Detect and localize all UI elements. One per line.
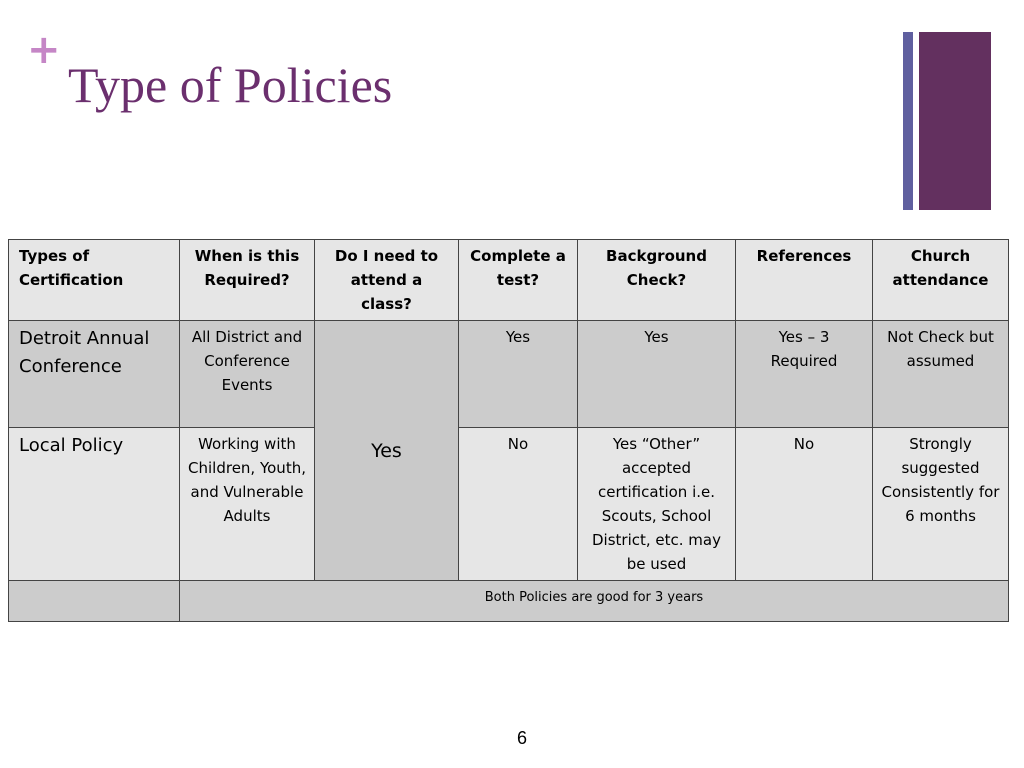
header-cell: Church attendance <box>873 240 1009 321</box>
table-cell: Yes <box>459 321 578 428</box>
table-header-row <box>9 240 1009 321</box>
table-cell: Working with Children, Youth, and Vulnerable Adults <box>180 428 315 581</box>
header-cell: Types of Certification <box>9 240 180 321</box>
table-footer-row <box>9 581 1009 622</box>
table-cell: Strongly suggested Consistently for 6 months <box>873 428 1009 581</box>
table-cell: All District and Conference Events <box>180 321 315 428</box>
table-cell: Not Check but assumed <box>873 321 1009 428</box>
header-cell: Background Check? <box>578 240 736 321</box>
header-cell: Complete a test? <box>459 240 578 321</box>
table-cell-merged: Yes <box>315 321 459 581</box>
table-cell-empty <box>9 581 180 622</box>
table-cell: Yes “Other” accepted certification i.e. Scouts, School District, etc. may be used <box>578 428 736 581</box>
header-cell: Do I need to attend a class? <box>315 240 459 321</box>
table-row <box>9 428 1009 581</box>
row-type-cell: Detroit Annual Conference <box>9 321 180 428</box>
slide-title: Type of Policies <box>68 57 393 113</box>
row-type-cell: Local Policy <box>9 428 180 581</box>
header-cell: When is this Required? <box>180 240 315 321</box>
table-cell: No <box>736 428 873 581</box>
table-cell: No <box>459 428 578 581</box>
policy-table <box>8 239 1009 622</box>
plus-icon: + <box>27 27 61 73</box>
table-cell: Yes – 3 Required <box>736 321 873 428</box>
accent-bar-thick <box>919 32 991 210</box>
accent-bar-thin <box>903 32 913 210</box>
table-row <box>9 321 1009 428</box>
table-cell: Yes <box>578 321 736 428</box>
footer-note: Both Policies are good for 3 years <box>180 581 1009 622</box>
page-number: 6 <box>516 728 527 748</box>
header-cell: References <box>736 240 873 321</box>
